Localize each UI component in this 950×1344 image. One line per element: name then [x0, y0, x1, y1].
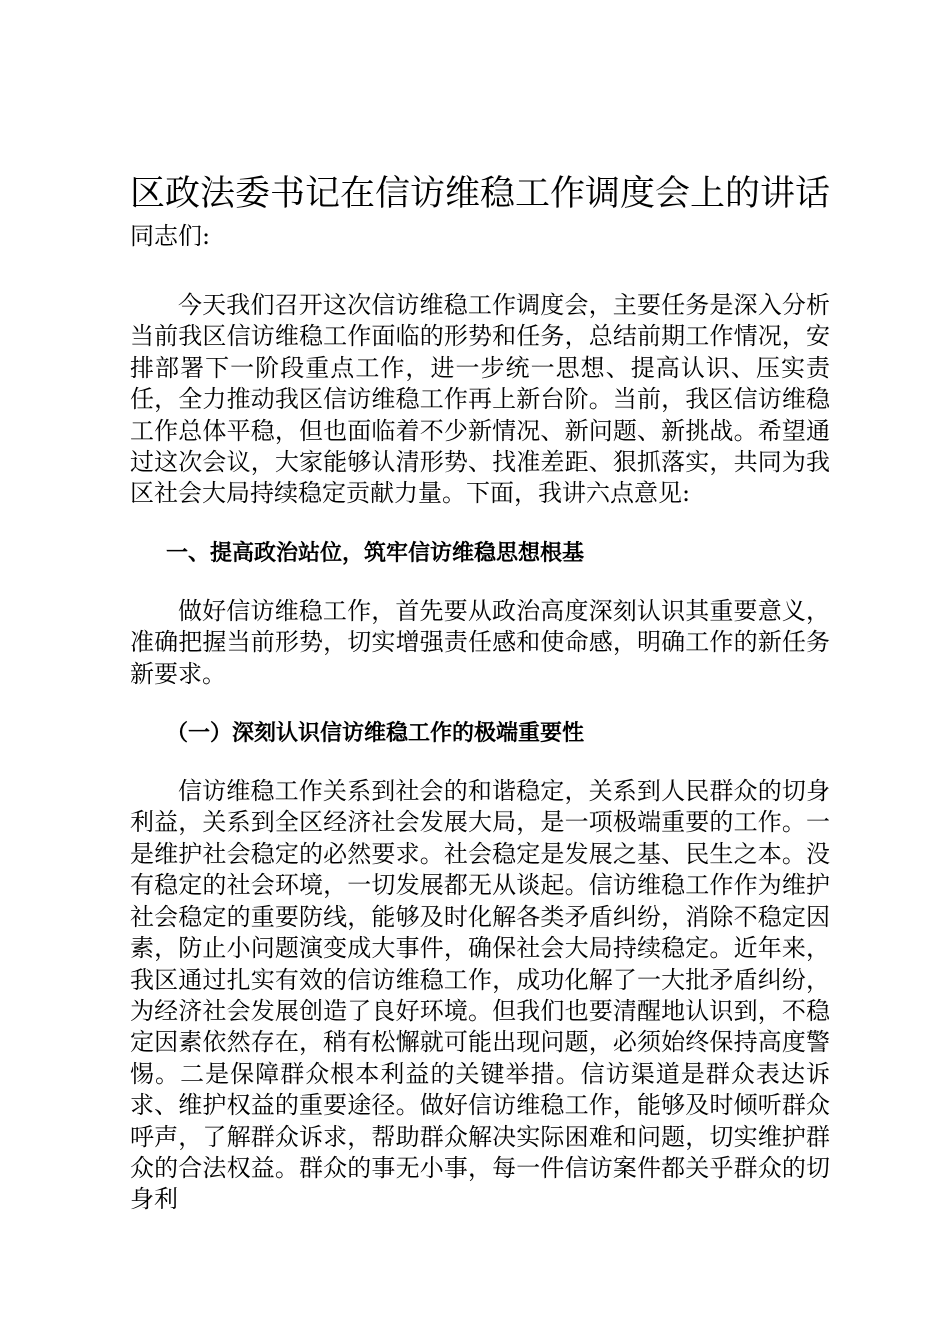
- subsection-1-heading: （一）深刻认识信访维稳工作的极端重要性: [166, 721, 585, 747]
- greeting: 同志们:: [130, 222, 211, 250]
- document-title: 区政法委书记在信访维稳工作调度会上的讲话: [130, 174, 831, 214]
- section-1-heading: 一、提高政治站位，筑牢信访维稳思想根基: [166, 540, 585, 566]
- section-1-paragraph: 做好信访维稳工作，首先要从政治高度深刻认识其重要意义，准确把握当前形势，切实增强责任感和使命感，明确工作的新任务新要求。: [130, 596, 830, 688]
- document-page: [130, 168, 830, 1216]
- subsection-1-paragraph: 信访维稳工作关系到社会的和谐稳定，关系到人民群众的切身利益，关系到全区经济社会发展大局，是一项极端重要的工作。一是维护社会稳定的必然要求。社会稳定是发展之基、民生之本。没有稳定的社会环境，一切发展都无从谈起。信访维稳工作作为维护社会稳定的重要防线，能够及时化解各类矛盾纠纷，消除不稳定因素，防止小问题演变成大事件，确保社会大局持续稳定。近年来，我区通过扎实有效的信访维稳工作，成功化解了一大批矛盾纠纷，为经济社会发展创造了良好环境。但我们也要清醒地认识到，不稳定因素依然存在，稍有松懈就可能出现问题，必须始终保持高度警惕。二是保障群众根本利益的关键举措。信访渠道是群众表达诉求、维护权益的重要途径。做好信访维稳工作，能够及时倾听群众呼声，了解群众诉求，帮助群众解决实际困难和问题，切实维护群众的合法权益。群众的事无小事，每一件信访案件都关乎群众的切身利: [130, 777, 830, 1214]
- intro-paragraph: 今天我们召开这次信访维稳工作调度会，主要任务是深入分析当前我区信访维稳工作面临的形势和任务，总结前期工作情况，安排部署下一阶段重点工作，进一步统一思想、提高认识、压实责任，全力推动我区信访维稳工作再上新台阶。当前，我区信访维稳工作总体平稳，但也面临着不少新情况、新问题、新挑战。希望通过这次会议，大家能够认清形势、找准差距、狠抓落实，共同为我区社会大局持续稳定贡献力量。下面，我讲六点意见:: [130, 291, 830, 508]
